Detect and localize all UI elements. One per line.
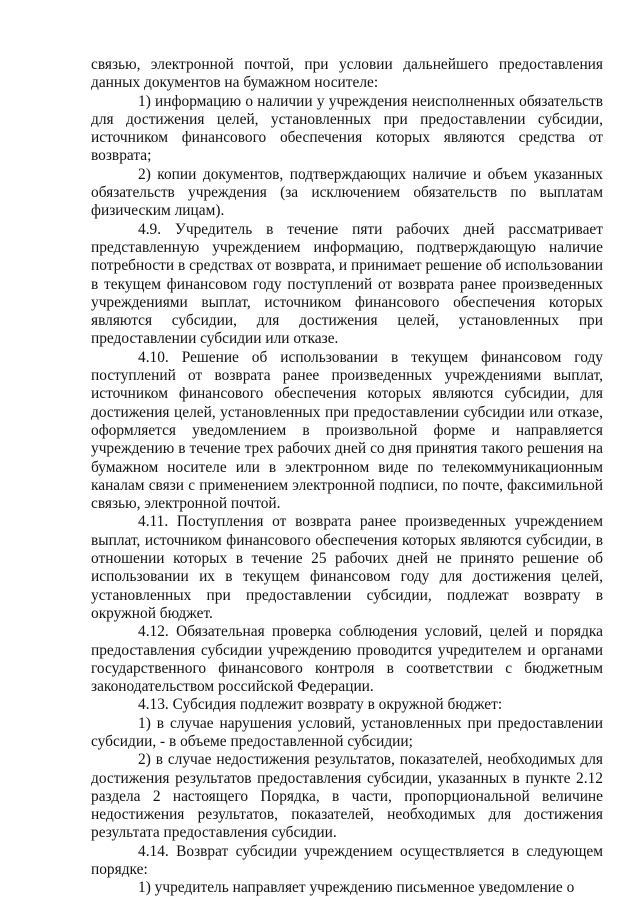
paragraph-4-9: 4.9. Учредитель в течение пяти рабочих дней рассматривает представленную учреждением информацию, подтверждающую наличие потребности в средствах от возврата, и принимает решение об использовании в текущем финансовом году поступлений от возврата ранее произведенных учреждениями выплат, источником финансового обеспечения которых являются субсидии, для достижения целей, установленных при предоставлении субсидии или отказе. xyxy=(91,220,604,348)
paragraph-4-11: 4.11. Поступления от возврата ранее произведенных учреждением выплат, источником финансового обеспечения которых являются субсидии, в отношении которых в течение 25 рабочих дней не принято решение об использовании их в текущем финансовом году для достижения целей, установленных при предоставлении субсидии, подлежат возврату в окружной бюджет. xyxy=(91,513,603,622)
paragraph-4-14-item-1: 1) учредитель направляет учреждению письменное уведомление о xyxy=(138,879,575,897)
paragraph-4-13: 4.13. Субсидия подлежит возврату в окружной бюджет: xyxy=(138,696,503,714)
paragraph-4-12: 4.12. Обязательная проверка соблюдения условий, целей и порядка предоставления субсидии учреждению проводится учредителем и органами государственного финансового контроля в соответствии с бюджетным законодательством российской Федерации. xyxy=(91,623,603,696)
paragraph-4-13-item-1: 1) в случае нарушения условий, установленных при предоставлении субсидии, - в объеме предоставленной субсидии; xyxy=(91,714,603,750)
paragraph-4-14: 4.14. Возврат субсидии учреждением осуществляется в следующем порядке: xyxy=(91,842,603,879)
paragraph-4-10: 4.10. Решение об использовании в текущем финансовом году поступлений от возврата ранее произведенных учреждениями выплат, источником финансового обеспечения которых являются субсидии, для достижения целей, установленных при предоставлении субсидии или отказе, оформляется уведомлением в произвольной форме и направляется учреждению в течение трех рабочих дней со дня принятия такого решения на бумажном носителе или в электронном виде по телекоммуникационным каналам связи с применением электронной подписи, по почте, факсимильной связью, электронной почтой. xyxy=(91,348,603,513)
paragraph-continuation: связью, электронной почтой, при условии дальнейшего предоставления данных документов на бумажном носителе: xyxy=(91,56,603,92)
paragraph-4-13-item-2: 2) в случае недостижения результатов, показателей, необходимых для достижения результатов предоставления субсидии, указанных в пункте 2.12 раздела 2 настоящего Порядка, в части, пропорциональной величине недостижения результатов, показателей, необходимых для достижения результата предоставления субсидии. xyxy=(91,751,603,842)
paragraph-item-2-copies: 2) копии документов, подтверждающих наличие и объем указанных обязательств учреждения (за исключением обязательств по выплатам физическим лицам). xyxy=(91,165,603,220)
paragraph-item-1-information: 1) информацию о наличии у учреждения неисполненных обязательств для достижения целей, установленных при предоставлении субсидии, источником финансового обеспечения которых являются средства от возврата; xyxy=(91,92,603,165)
document-body xyxy=(91,56,603,898)
